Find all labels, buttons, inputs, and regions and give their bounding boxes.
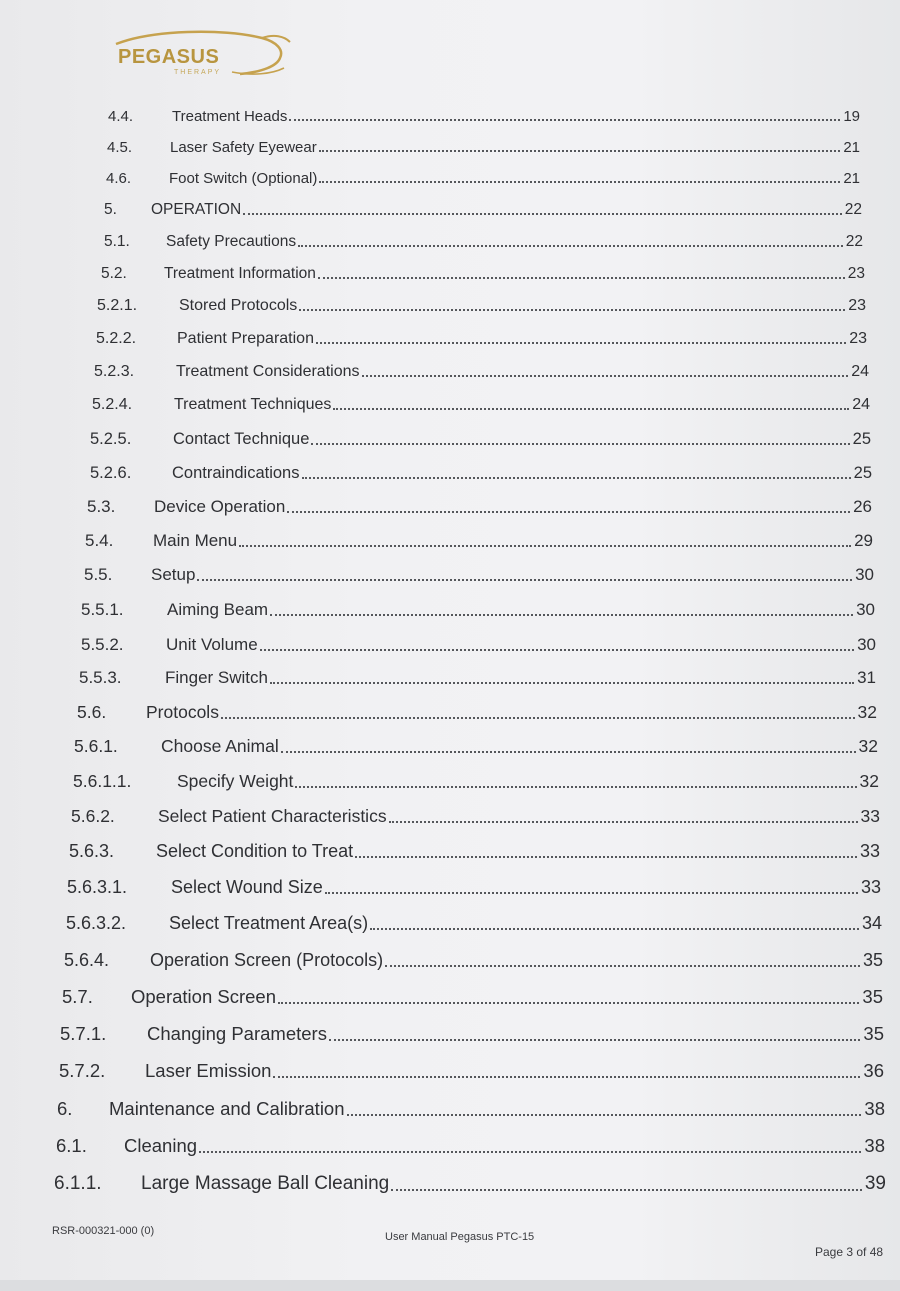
toc-entry <box>104 193 862 219</box>
toc-entry-title: Select Wound Size <box>171 877 323 897</box>
toc-entry <box>66 906 882 934</box>
toc-dot-leader <box>289 119 840 121</box>
toc-entry-title: Setup <box>151 565 196 584</box>
toc-entry-title: Main Menu <box>153 531 238 550</box>
toc-entry-number: 5.6.4. <box>64 950 110 970</box>
logo-name: PEGASUS <box>118 46 220 68</box>
toc-entry-number: 5.6.1.1. <box>73 770 132 791</box>
toc-entry <box>107 131 860 156</box>
toc-entry-page: 35 <box>862 950 883 970</box>
toc-entry-page: 30 <box>856 600 875 619</box>
toc-entry-page: 38 <box>864 1097 885 1119</box>
toc-dot-leader <box>239 545 851 547</box>
toc-entry-title: Specify Weight <box>177 770 294 791</box>
toc-entry <box>67 870 881 898</box>
page-bottom-edge <box>0 1280 900 1291</box>
toc-entry-title: Unit Volume <box>166 635 258 654</box>
toc-entry <box>90 422 871 449</box>
toc-entry-page: 35 <box>862 985 883 1007</box>
toc-entry-page: 33 <box>860 805 880 826</box>
toc-entry-title: Operation Screen (Protocols) <box>150 950 384 970</box>
toc-entry <box>94 355 869 381</box>
toc-entry-page: 35 <box>863 1022 884 1044</box>
toc-dot-leader <box>385 965 860 967</box>
toc-entry <box>106 162 860 187</box>
toc-entry-page: 32 <box>858 735 878 756</box>
toc-entry-title: Laser Emission <box>145 1059 272 1081</box>
toc-dot-leader <box>199 1151 861 1153</box>
toc-entry-number: 5. <box>104 200 117 218</box>
toc-entry-page: 33 <box>860 877 881 897</box>
toc-entry <box>77 695 877 723</box>
toc-entry-number: 4.4. <box>108 108 134 125</box>
toc-entry-page: 39 <box>864 1173 886 1194</box>
toc-entry-title: Treatment Heads <box>172 108 288 125</box>
toc-entry-number: 5.3. <box>87 497 116 516</box>
toc-dot-leader <box>318 277 845 279</box>
footer-document-title: User Manual Pegasus PTC-15 <box>385 1231 535 1243</box>
toc-dot-leader <box>281 751 856 753</box>
toc-entry-title: Device Operation <box>154 497 286 516</box>
toc-dot-leader <box>299 309 845 311</box>
toc-entry-number: 5.7. <box>62 985 93 1007</box>
toc-entry-title: Protocols <box>146 701 219 722</box>
toc-dot-leader <box>325 892 858 894</box>
toc-entry-page: 24 <box>852 396 870 413</box>
toc-entry-page: 24 <box>851 363 869 380</box>
toc-entry <box>90 456 872 483</box>
toc-entry <box>108 100 860 125</box>
toc-entry-title: OPERATION <box>151 200 242 218</box>
toc-dot-leader <box>329 1039 860 1041</box>
toc-entry-page: 26 <box>853 497 872 516</box>
toc-entry-number: 5.6.3.1. <box>67 877 128 897</box>
toc-dot-leader <box>362 375 849 377</box>
toc-entry <box>87 490 872 517</box>
toc-entry-number: 6. <box>57 1097 73 1119</box>
toc-entry-page: 25 <box>852 429 871 448</box>
toc-dot-leader <box>197 579 852 581</box>
toc-entry-title: Select Treatment Area(s) <box>169 913 369 933</box>
toc-entry <box>73 764 879 792</box>
toc-entry <box>85 524 873 551</box>
toc-entry <box>74 729 878 757</box>
toc-entry-page: 23 <box>848 297 866 314</box>
toc-entry-title: Safety Precautions <box>166 232 297 250</box>
toc-entry-page: 32 <box>857 701 877 722</box>
toc-dot-leader <box>260 649 854 651</box>
toc-entry-page: 22 <box>844 200 862 218</box>
toc-entry-page: 25 <box>853 463 872 482</box>
toc-entry-number: 5.2.3. <box>94 363 135 380</box>
toc-entry-title: Contraindications <box>172 463 300 482</box>
toc-entry-page: 23 <box>847 264 865 282</box>
toc-entry-title: Patient Preparation <box>177 330 314 347</box>
toc-entry-page: 23 <box>849 330 867 347</box>
toc-entry-number: 5.7.1. <box>60 1022 107 1044</box>
toc-entry-number: 5.6. <box>77 701 107 722</box>
toc-dot-leader <box>389 821 858 823</box>
toc-entry <box>92 388 870 414</box>
toc-dot-leader <box>347 1114 862 1116</box>
toc-entry-page: 30 <box>857 635 876 654</box>
toc-entry-number: 5.5.1. <box>81 600 124 619</box>
toc-dot-leader <box>298 245 843 247</box>
toc-entry <box>81 628 876 655</box>
toc-entry-page: 29 <box>854 531 873 550</box>
toc-entry-page: 36 <box>863 1059 884 1081</box>
toc-entry-number: 5.2.1. <box>97 297 138 314</box>
toc-entry-number: 5.2.2. <box>96 330 137 347</box>
toc-entry-title: Operation Screen <box>131 985 277 1007</box>
toc-entry-title: Maintenance and Calibration <box>109 1097 345 1119</box>
toc-dot-leader <box>273 1076 860 1078</box>
toc-dot-leader <box>319 150 841 152</box>
toc-entry-number: 5.5. <box>84 565 113 584</box>
toc-dot-leader <box>270 614 853 616</box>
toc-dot-leader <box>278 1002 859 1004</box>
toc-entry-number: 5.5.2. <box>81 635 124 654</box>
toc-entry <box>54 1166 886 1195</box>
toc-entry-page: 33 <box>859 841 880 861</box>
toc-entry-title: Choose Animal <box>161 735 279 756</box>
toc-entry-title: Treatment Information <box>164 264 316 282</box>
toc-entry-title: Laser Safety Eyewear <box>170 139 317 156</box>
toc-dot-leader <box>333 408 849 410</box>
toc-dot-leader <box>319 181 840 183</box>
toc-entry-title: Changing Parameters <box>147 1022 327 1044</box>
toc-entry-title: Cleaning <box>124 1134 198 1156</box>
toc-entry <box>71 799 880 827</box>
toc-dot-leader <box>270 682 854 684</box>
toc-entry-title: Contact Technique <box>173 429 310 448</box>
toc-entry-number: 5.1. <box>104 232 130 250</box>
toc-entry-title: Select Patient Characteristics <box>158 805 387 826</box>
toc-entry <box>69 834 880 862</box>
footer-document-id: RSR-000321-000 (0) <box>52 1225 155 1237</box>
toc-entry-title: Stored Protocols <box>179 297 298 314</box>
toc-dot-leader <box>355 856 857 858</box>
toc-entry-title: Foot Switch (Optional) <box>169 170 318 187</box>
footer-page-number: Page 3 of 48 <box>815 1245 884 1259</box>
toc-dot-leader <box>370 928 859 930</box>
toc-entry-number: 5.2.6. <box>90 463 132 482</box>
toc-entry <box>101 257 865 283</box>
toc-entry-number: 6.1.1. <box>54 1173 102 1194</box>
toc-entry-title: Large Massage Ball Cleaning <box>141 1173 390 1194</box>
toc-entry-title: Treatment Techniques <box>174 396 332 413</box>
toc-entry-number: 6.1. <box>56 1134 87 1156</box>
toc-entry-title: Finger Switch <box>165 668 268 687</box>
toc-entry-title: Treatment Considerations <box>176 363 360 380</box>
toc-dot-leader <box>302 477 851 479</box>
toc-dot-leader <box>221 717 855 719</box>
toc-entry-number: 5.2. <box>101 264 127 282</box>
toc-entry-number: 5.2.5. <box>90 429 132 448</box>
toc-entry-title: Select Condition to Treat <box>156 841 354 861</box>
toc-entry-number: 5.6.3. <box>69 841 115 861</box>
toc-dot-leader <box>316 342 846 344</box>
toc-entry-number: 4.5. <box>107 139 133 156</box>
toc-entry <box>81 593 875 620</box>
toc-entry <box>97 289 866 315</box>
toc-entry-number: 5.5.3. <box>79 668 122 687</box>
toc-dot-leader <box>243 213 842 215</box>
toc-entry-page: 34 <box>861 913 882 933</box>
toc-entry <box>62 979 883 1008</box>
toc-entry <box>96 322 867 348</box>
toc-dot-leader <box>311 443 849 445</box>
toc-entry-number: 4.6. <box>106 170 132 187</box>
logo-subtitle: THERAPY <box>174 69 222 76</box>
toc-entry-number: 5.6.3.2. <box>66 913 127 933</box>
toc-entry-title: Aiming Beam <box>167 600 269 619</box>
toc-entry-page: 19 <box>843 108 860 125</box>
toc-entry-page: 38 <box>864 1134 885 1156</box>
toc-entry-page: 31 <box>857 668 876 687</box>
toc-entry-page: 32 <box>859 770 879 791</box>
toc-entry <box>64 943 883 971</box>
toc-entry-number: 5.2.4. <box>92 396 133 413</box>
toc-entry <box>60 1016 884 1045</box>
toc-entry-number: 5.7.2. <box>59 1059 106 1081</box>
toc-dot-leader <box>295 786 856 788</box>
toc-entry <box>79 661 876 688</box>
toc-entry-page: 30 <box>855 565 874 584</box>
toc-entry-page: 21 <box>843 139 860 156</box>
toc-entry <box>104 225 863 251</box>
toc-entry <box>56 1128 885 1157</box>
toc-entry-page: 21 <box>843 170 860 187</box>
toc-entry <box>59 1053 884 1082</box>
toc-dot-leader <box>391 1189 862 1191</box>
toc-entry-number: 5.6.1. <box>74 735 118 756</box>
toc-entry-page: 22 <box>845 232 863 250</box>
toc-entry-number: 5.4. <box>85 531 114 550</box>
toc-entry <box>57 1091 885 1120</box>
toc-entry <box>84 558 874 585</box>
toc-entry-number: 5.6.2. <box>71 805 115 826</box>
toc-dot-leader <box>287 511 850 513</box>
